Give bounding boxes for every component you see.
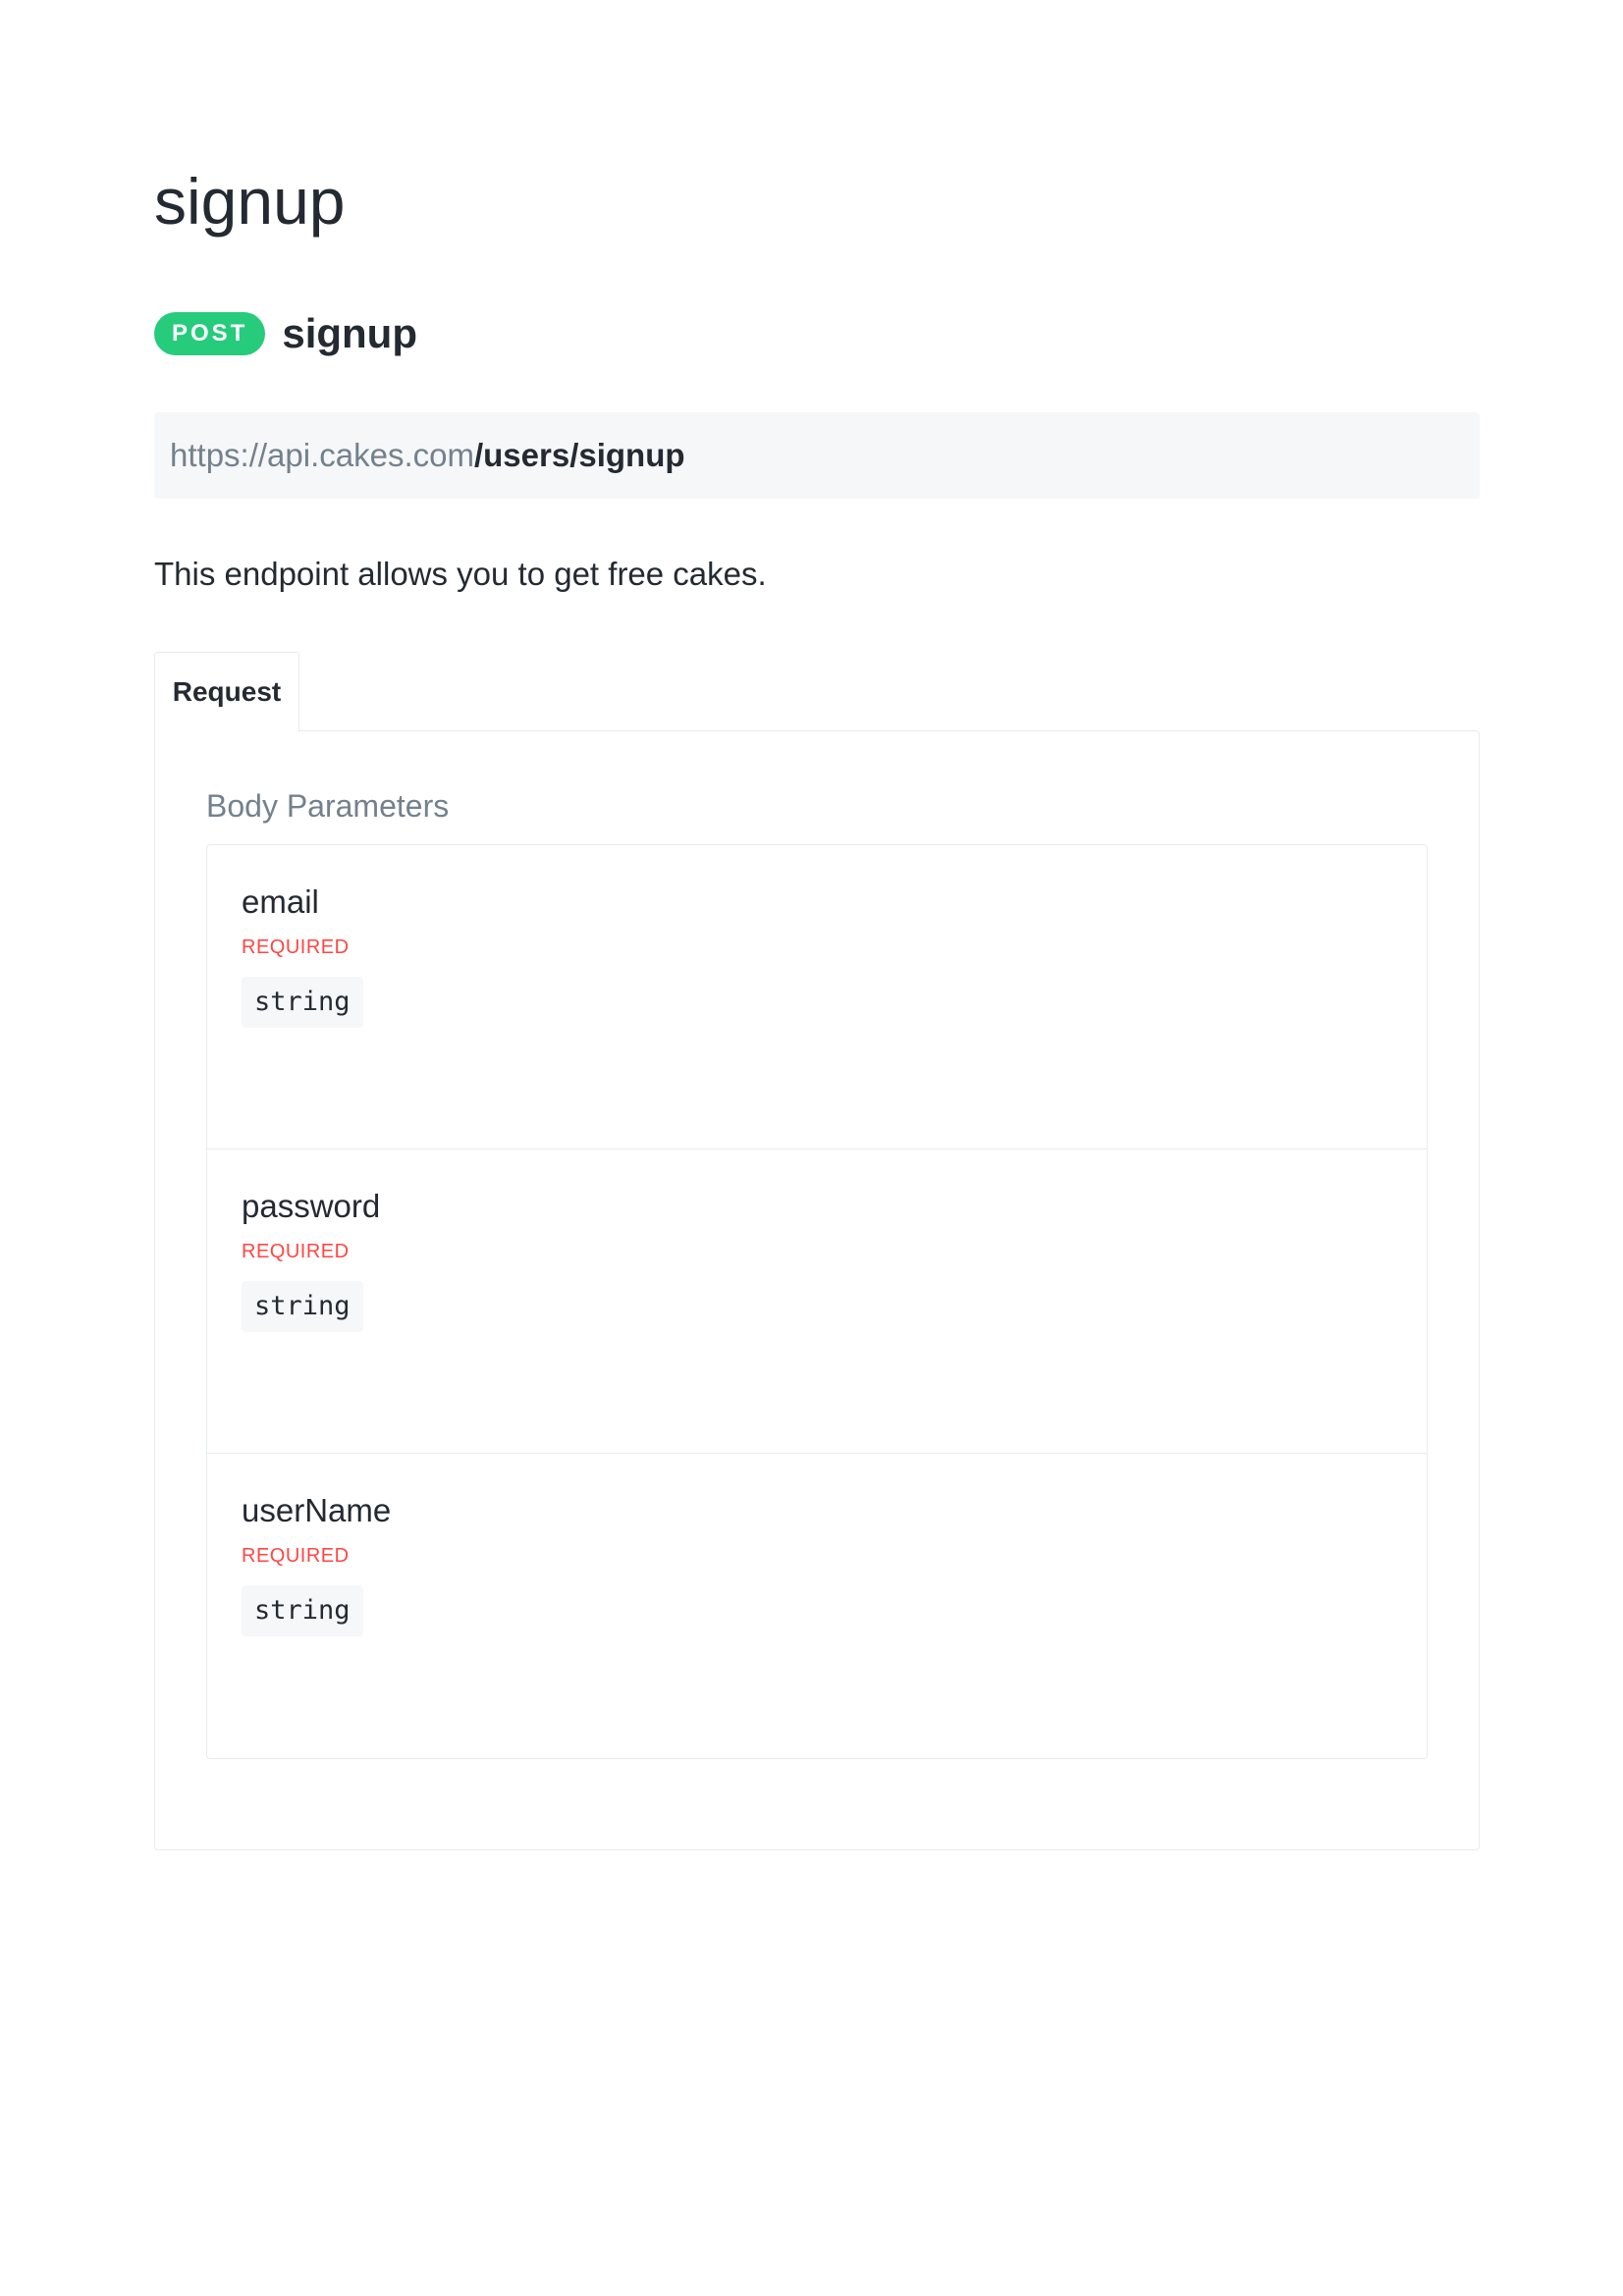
tab-request[interactable]: Request: [154, 652, 299, 732]
url-path: /users/signup: [473, 437, 685, 473]
parameter-name: email: [242, 883, 319, 920]
endpoint-url: [154, 412, 1480, 499]
parameter-type: string: [242, 977, 363, 1028]
method-badge: POST: [154, 312, 265, 355]
parameter-row: [207, 1454, 1427, 1758]
endpoint-name: signup: [282, 310, 417, 356]
parameter-row: [207, 1149, 1427, 1454]
required-label: REQUIRED: [242, 936, 350, 958]
url-base: https://api.cakes.com: [170, 437, 474, 473]
body-parameters-heading: Body Parameters: [206, 788, 450, 824]
endpoint-description: This endpoint allows you to get free cakes.: [154, 556, 767, 592]
parameter-type: string: [242, 1585, 363, 1636]
required-label: REQUIRED: [242, 1241, 350, 1262]
parameter-list: [206, 844, 1428, 1759]
endpoint-header: [154, 309, 417, 358]
parameter-type: string: [242, 1281, 363, 1332]
page-title: signup: [154, 165, 346, 238]
parameter-name: userName: [242, 1492, 392, 1528]
request-panel: [154, 730, 1480, 1850]
parameter-row: [207, 845, 1427, 1149]
required-label: REQUIRED: [242, 1545, 350, 1567]
parameter-name: password: [242, 1188, 381, 1224]
